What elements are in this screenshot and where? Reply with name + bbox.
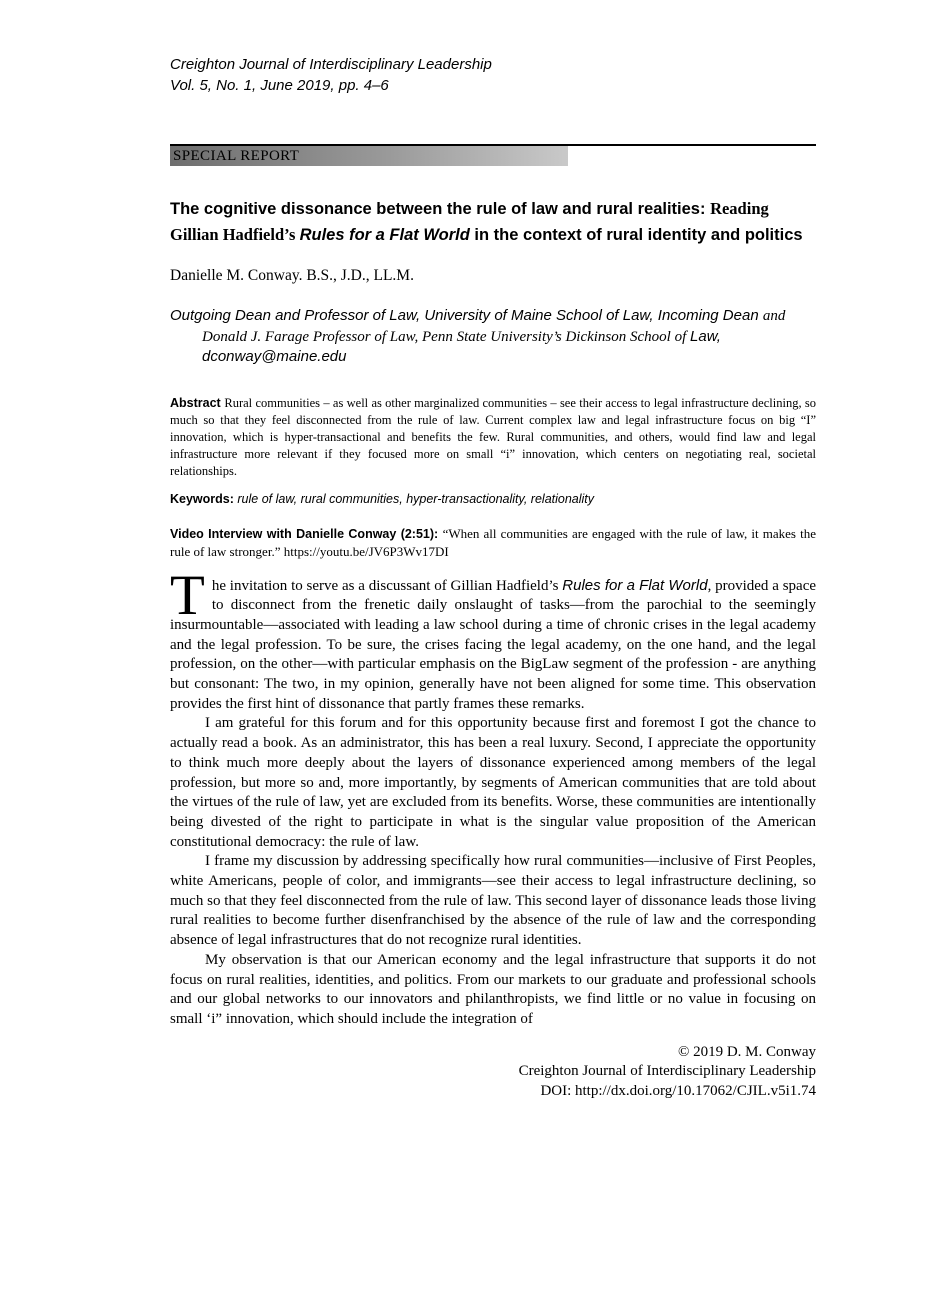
book-title-italic: Rules for a Flat World xyxy=(562,576,708,594)
paragraph-2: I am grateful for this forum and for this opportunity because first and foremost I got the chance to actually read a book. As an administrator, this has been a real luxury. Second, I appreciate the opportunity to think much more deeply about the layers of dissonance experienced among members of the legal profession, but more so and, more importantly, by segments of American communities that are told about the virtues of the rule of law, yet are excluded from its benefits. Worse, these communities are intentionally being divested of the right to participate in what is the singular value proposition of the American constitutional democracy: the rule of law. xyxy=(170,715,816,850)
journal-name: Creighton Journal of Interdisciplinary Leadership xyxy=(170,56,492,73)
footer-doi-link[interactable]: DOI: http://dx.doi.org/10.17062/CJIL.v5i1.74 xyxy=(540,1082,816,1099)
abstract-section xyxy=(170,395,816,480)
page-footer xyxy=(170,1043,816,1102)
paragraph-3: I frame my discussion by addressing specifically how rural communities—inclusive of First Peoples, white Americans, people of color, and immigrants—see their access to legal infrastructure declining, so much so that they feel disconnected from the rule of law. This second layer of dissonance leads those living rural realities to become further disenfranchised by the absence of the rule of law and the corresponding absence of legal infrastructures that do not recognize rural identities. xyxy=(170,853,816,949)
affiliation-part-1: Outgoing Dean and Professor of Law, University of Maine School of Law, Incoming Dean xyxy=(170,307,763,324)
affiliation-part-2: and Donald J. Farage Professor of Law, Penn State University’s Dickinson School of xyxy=(202,308,786,345)
abstract-label: Abstract xyxy=(170,395,225,410)
keywords-text: rule of law, rural communities, hyper-transactionality, relationality xyxy=(237,491,595,506)
title-book-name: Rules for a Flat World xyxy=(299,226,470,244)
affiliation-email: Law, dconway@maine.edu xyxy=(202,327,721,365)
journal-issue: Vol. 5, No. 1, June 2019, pp. 4–6 xyxy=(170,77,389,94)
video-label: Video Interview with Danielle Conway (2:51): xyxy=(170,526,443,541)
article-title xyxy=(170,196,816,248)
paragraph-4: My observation is that our American economy and the legal infrastructure that supports it do not focus on rural realities, identities, and politics. From our markets to our graduate and professional schools and our global networks to our innovators and philanthropists, we find little or no value in focusing on small ‘i” innovation, which should include the integration of xyxy=(170,951,816,1027)
keywords-label: Keywords: xyxy=(170,491,238,506)
title-part-1: The cognitive dissonance between the rule of law and rural realities: xyxy=(170,200,711,218)
special-report-banner xyxy=(170,146,568,166)
paragraph-1-lead: he invitation to serve as a discussant of Gillian Hadfield’s xyxy=(211,577,563,594)
footer-journal-name: Creighton Journal of Interdisciplinary Leadership xyxy=(518,1063,816,1080)
video-link[interactable]: https://youtu.be/JV6P3Wv17DI xyxy=(283,544,449,559)
title-part-2: Reading Gillian Hadfield’s xyxy=(170,199,769,244)
title-part-3: in the context of rural identity and politics xyxy=(469,226,803,244)
banner-label: SPECIAL REPORT xyxy=(173,148,300,164)
video-quote: “When all communities are engaged with the rule of law, it makes the rule of law stronger.” xyxy=(170,525,816,559)
abstract-text: Rural communities – as well as other marginalized communities – see their access to legal infrastructure declining, so much so that they feel disconnected from the rule of law. Current complex law and legal infrastructure focus on big “I” innovation, which is hyper-transactional and benefits the few. Rural communities, and others, would find law and legal infrastructure more relevant if they focused more on small “i” innovation, which centers on negotiating real, societal relationships. xyxy=(170,395,817,478)
paragraph-1-rest: , provided a space to disconnect from the frenetic daily onslaught of tasks—from the parochial to the seemingly insurmountable—associated with leading a law school during a time of chronic crises in the legal academy and the legal profession. To be sure, the crises facing the legal academy, on the one hand, and the legal profession, on the other—with particular emphasis on the BigLaw segment of the profession - are anything but consonant: The two, in my opinion, generally have not been aligned for some time. This observation provides the first hint of dissonance that partly frames these remarks. xyxy=(170,577,817,712)
keywords-section xyxy=(170,491,816,508)
author-affiliation xyxy=(170,306,816,368)
journal-header xyxy=(170,54,816,96)
paragraph-1 xyxy=(170,563,817,715)
author-name: Danielle M. Conway. B.S., J.D., LL.M. xyxy=(170,267,414,284)
page-content xyxy=(170,0,816,1101)
footer-copyright: © 2019 D. M. Conway xyxy=(677,1043,816,1060)
article-body xyxy=(170,563,817,1030)
video-interview-section xyxy=(170,525,816,561)
dropcap-letter: T xyxy=(170,563,205,627)
